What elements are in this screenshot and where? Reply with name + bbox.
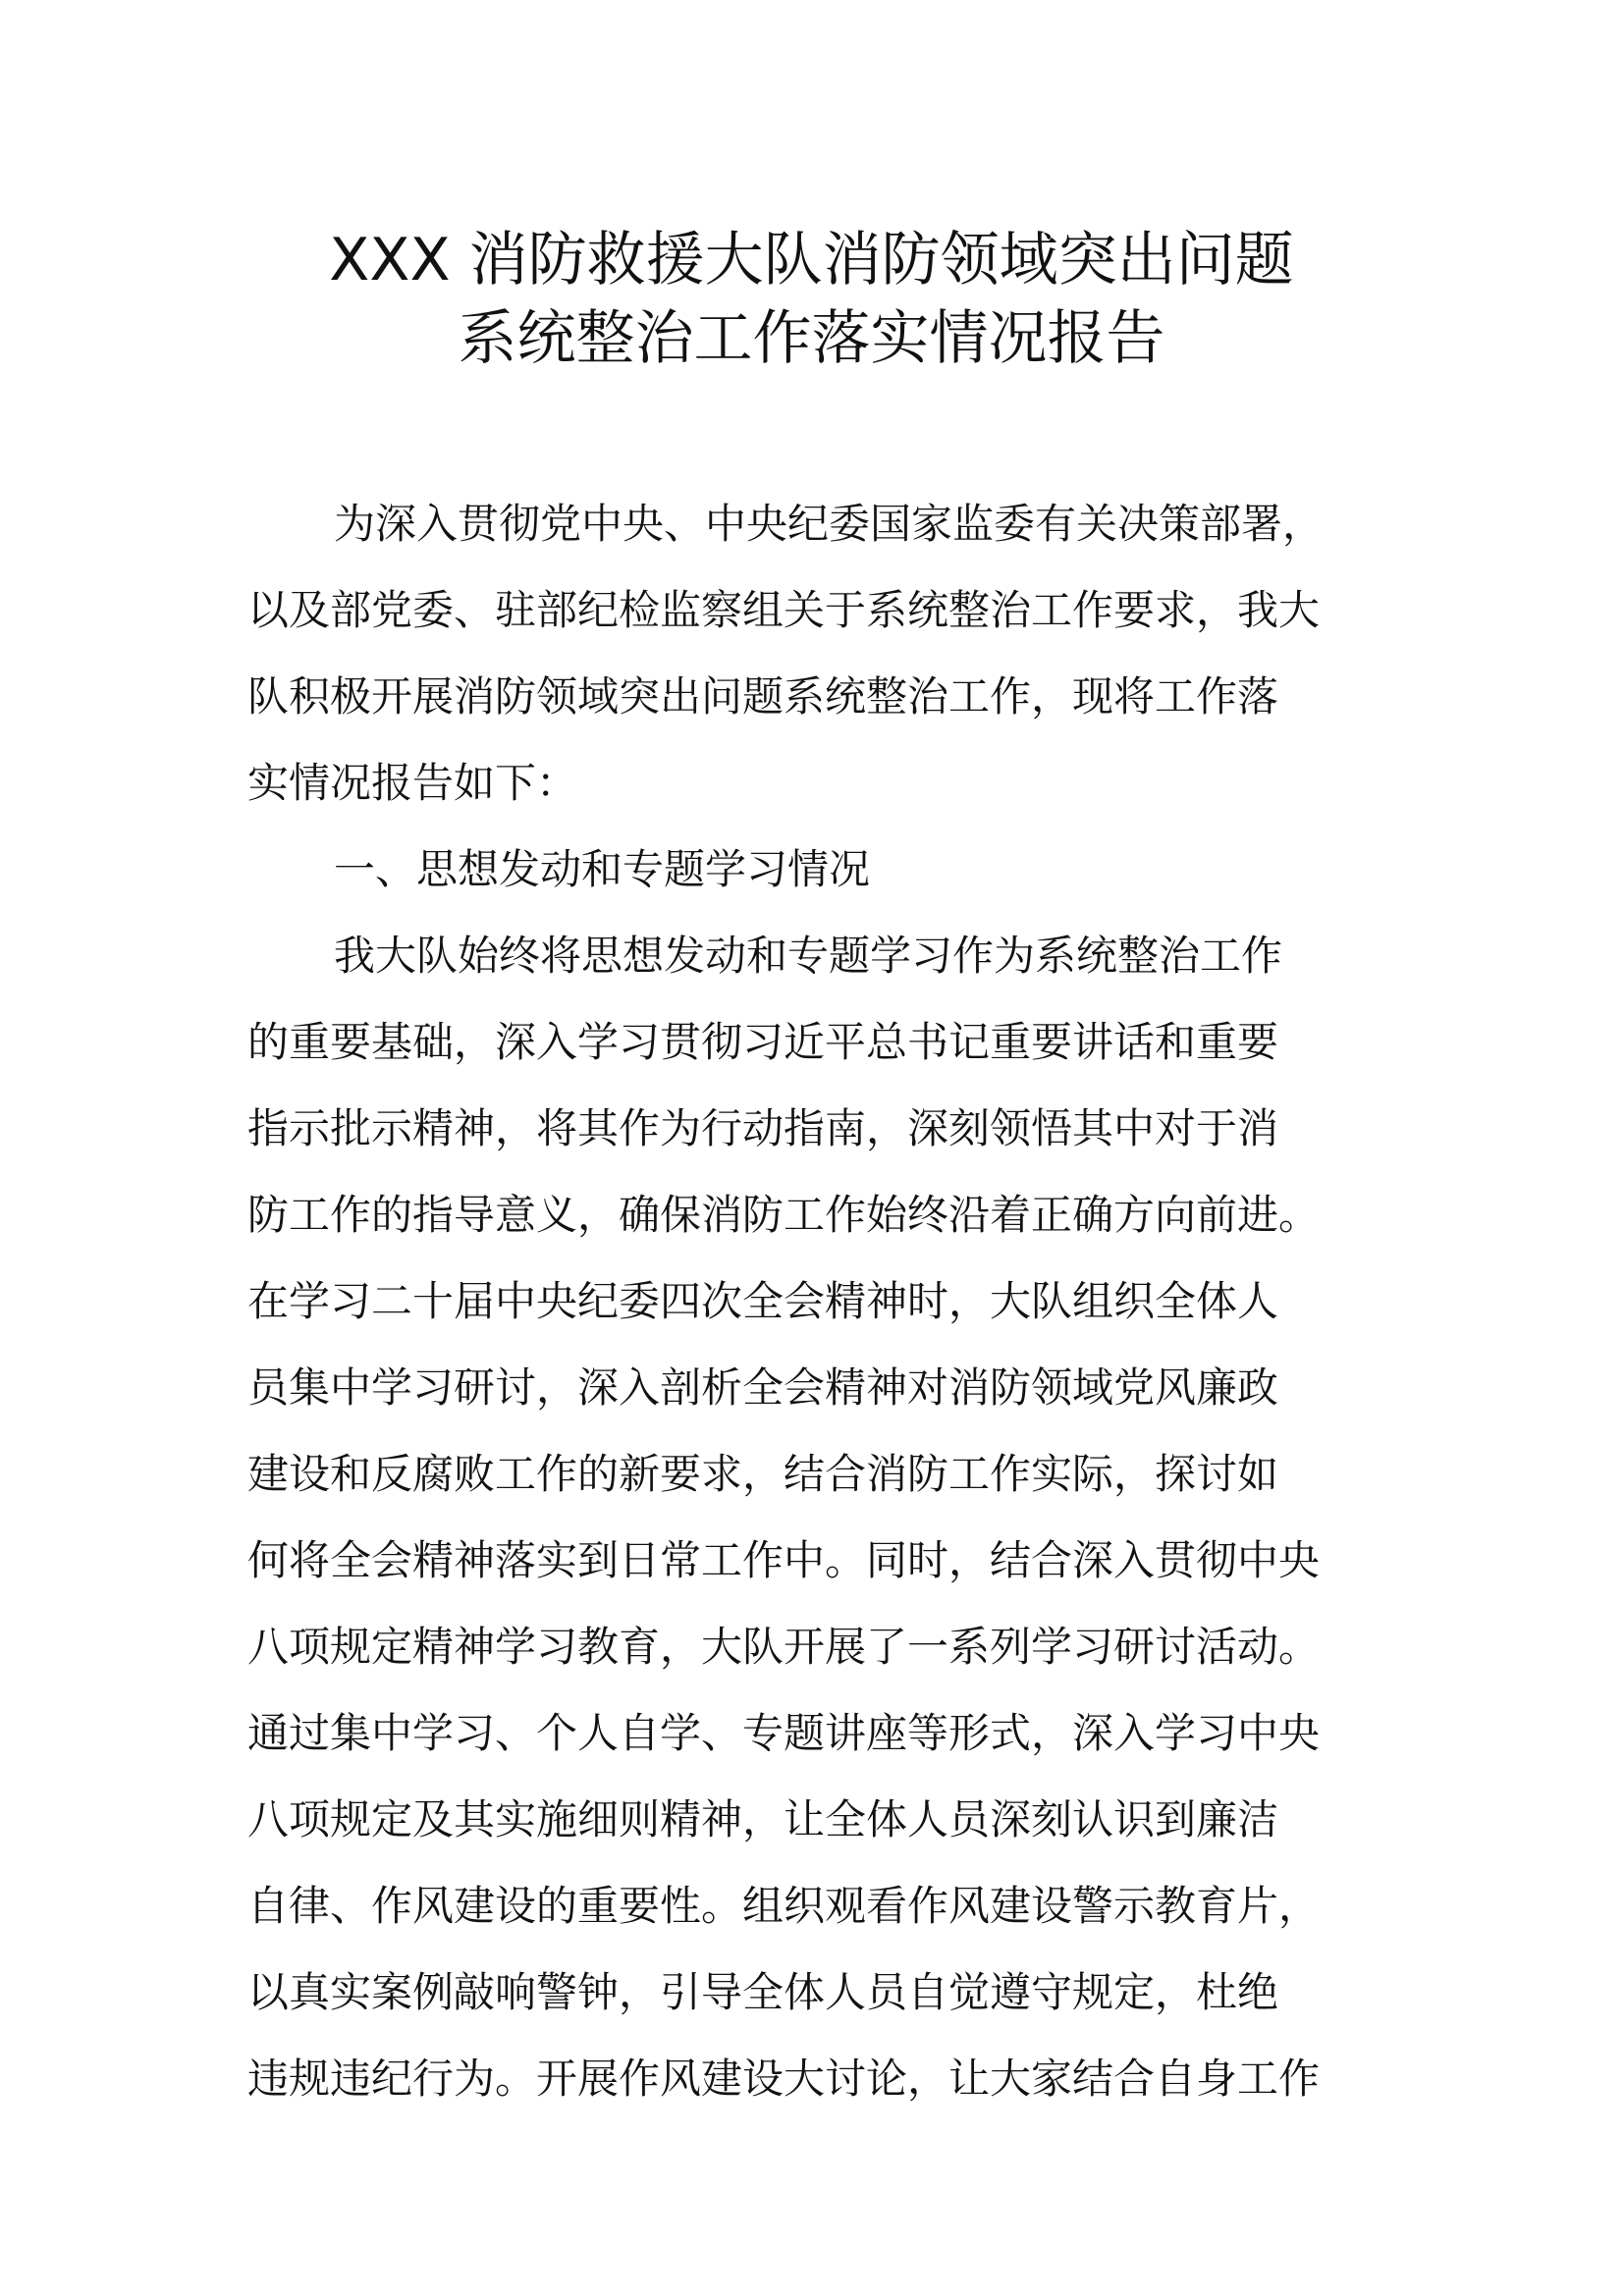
section-body-line: 自律、作风建设的重要性。组织观看作风建设警示教育片， [247,1882,1321,1930]
section-body-line: 通过集中学习、个人自学、专题讲座等形式，深入学习中央 [247,1709,1321,1757]
intro-line: 队积极开展消防领域突出问题系统整治工作，现将工作落 [247,672,1279,721]
intro-line: 实情况报告如下： [247,759,578,807]
section-body-line: 建设和反腐败工作的新要求，结合消防工作实际，探讨如 [247,1450,1279,1498]
section-body-line: 我大队始终将思想发动和专题学习作为系统整治工作 [334,932,1283,980]
document-title [245,221,1378,378]
section-body-line: 在学习二十届中央纪委四次全会精神时，大队组织全体人 [247,1277,1279,1325]
section-body-line: 违规违纪行为。开展作风建设大讨论，让大家结合自身工作 [247,2055,1321,2103]
intro-line: 以及部党委、驻部纪检监察组关于系统整治工作要求，我大 [247,586,1321,634]
section-body-line: 以真实案例敲响警钟，引导全体人员自觉遵守规定，杜绝 [247,1968,1279,2016]
section-body-line: 何将全会精神落实到日常工作中。同时，结合深入贯彻中央 [247,1536,1321,1584]
title-line-2: 系统整治工作落实情况报告 [458,304,1165,373]
intro-line: 为深入贯彻党中央、中央纪委国家监委有关决策部署， [334,500,1325,548]
section-body-line: 八项规定精神学习教育，大队开展了一系列学习研讨活动。 [247,1623,1321,1671]
section-body-line: 的重要基础，深入学习贯彻习近平总书记重要讲话和重要 [247,1018,1279,1066]
section-body-line: 员集中学习研讨，深入剖析全会精神对消防领域党风廉政 [247,1363,1279,1412]
section-body-line: 防工作的指导意义，确保消防工作始终沿着正确方向前进。 [247,1191,1321,1239]
section-body-line: 指示批示精神，将其作为行动指南，深刻领悟其中对于消 [247,1104,1279,1152]
section-heading: 一、思想发动和专题学习情况 [334,845,871,893]
title-line-1: XXX 消防救援大队消防领域突出问题 [329,226,1294,294]
document-body [247,481,1386,2122]
section-body-line: 八项规定及其实施细则精神，让全体人员深刻认识到廉洁 [247,1795,1279,1843]
